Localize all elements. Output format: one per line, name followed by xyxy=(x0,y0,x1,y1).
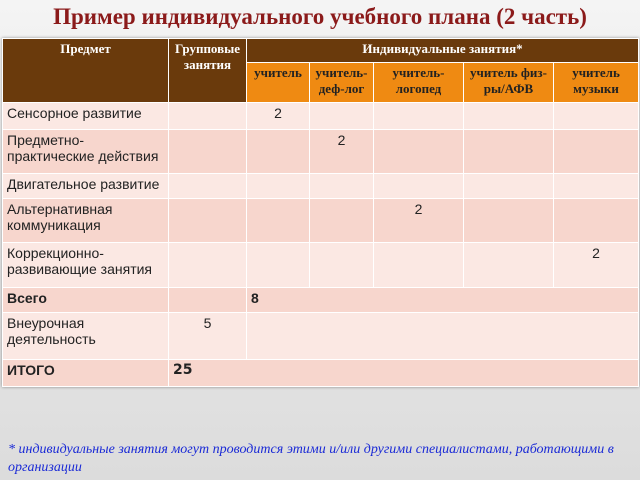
cell xyxy=(247,174,310,199)
cell xyxy=(464,130,554,174)
cell xyxy=(374,243,464,288)
extracurricular-group: 5 xyxy=(169,313,247,360)
table-row xyxy=(3,103,639,130)
table-row xyxy=(3,199,639,243)
cell xyxy=(247,130,310,174)
cell: 2 xyxy=(374,199,464,243)
cell xyxy=(374,103,464,130)
extracurricular-label: Внеурочная деятельность xyxy=(3,313,169,360)
cell xyxy=(554,103,639,130)
table-row xyxy=(3,243,639,288)
page-title: Пример индивидуального учебного плана (2 часть) xyxy=(53,4,587,29)
row-subject: Двигательное развитие xyxy=(3,174,169,199)
total-row xyxy=(3,288,639,313)
header-teacher: учитель xyxy=(247,63,310,103)
total-individual: 8 xyxy=(247,288,639,313)
cell xyxy=(310,199,374,243)
cell xyxy=(247,199,310,243)
cell xyxy=(247,243,310,288)
extracurricular-individual xyxy=(247,313,639,360)
grand-total-label: ИТОГО xyxy=(3,360,169,387)
header-pe-teacher: учитель физ-ры/АФВ xyxy=(464,63,554,103)
row-group xyxy=(169,130,247,174)
cell: 2 xyxy=(554,243,639,288)
cell xyxy=(464,199,554,243)
cell xyxy=(374,130,464,174)
study-plan-table xyxy=(2,38,639,387)
header-defectologist: учитель-деф-лог xyxy=(310,63,374,103)
cell xyxy=(554,174,639,199)
header-individual: Индивидуальные занятия* xyxy=(247,39,639,63)
cell xyxy=(464,243,554,288)
header-subject: Предмет xyxy=(3,39,169,103)
cell xyxy=(374,174,464,199)
header-speech-therapist: учитель-логопед xyxy=(374,63,464,103)
total-label: Всего xyxy=(3,288,169,313)
cell xyxy=(554,199,639,243)
row-subject: Коррекционно-развивающие занятия xyxy=(3,243,169,288)
row-group xyxy=(169,243,247,288)
cell xyxy=(464,174,554,199)
row-subject: Сенсорное развитие xyxy=(3,103,169,130)
extracurricular-row xyxy=(3,313,639,360)
cell xyxy=(554,130,639,174)
footnote: * индивидуальные занятия могут проводится этими и/или другими специалистами, работающими в организации xyxy=(8,442,614,475)
row-group xyxy=(169,174,247,199)
cell xyxy=(310,103,374,130)
row-group xyxy=(169,103,247,130)
cell xyxy=(310,243,374,288)
row-subject: Предметно-практические действия xyxy=(3,130,169,174)
cell xyxy=(464,103,554,130)
row-group xyxy=(169,199,247,243)
table-row xyxy=(3,174,639,199)
grand-total-value: 25 xyxy=(169,360,639,387)
cell xyxy=(310,174,374,199)
row-subject: Альтернативная коммуникация xyxy=(3,199,169,243)
cell: 2 xyxy=(310,130,374,174)
header-group: Групповые занятия xyxy=(169,39,247,103)
cell: 2 xyxy=(247,103,310,130)
total-group xyxy=(169,288,247,313)
table-row xyxy=(3,130,639,174)
header-music-teacher: учитель музыки xyxy=(554,63,639,103)
grand-total-row xyxy=(3,360,639,387)
